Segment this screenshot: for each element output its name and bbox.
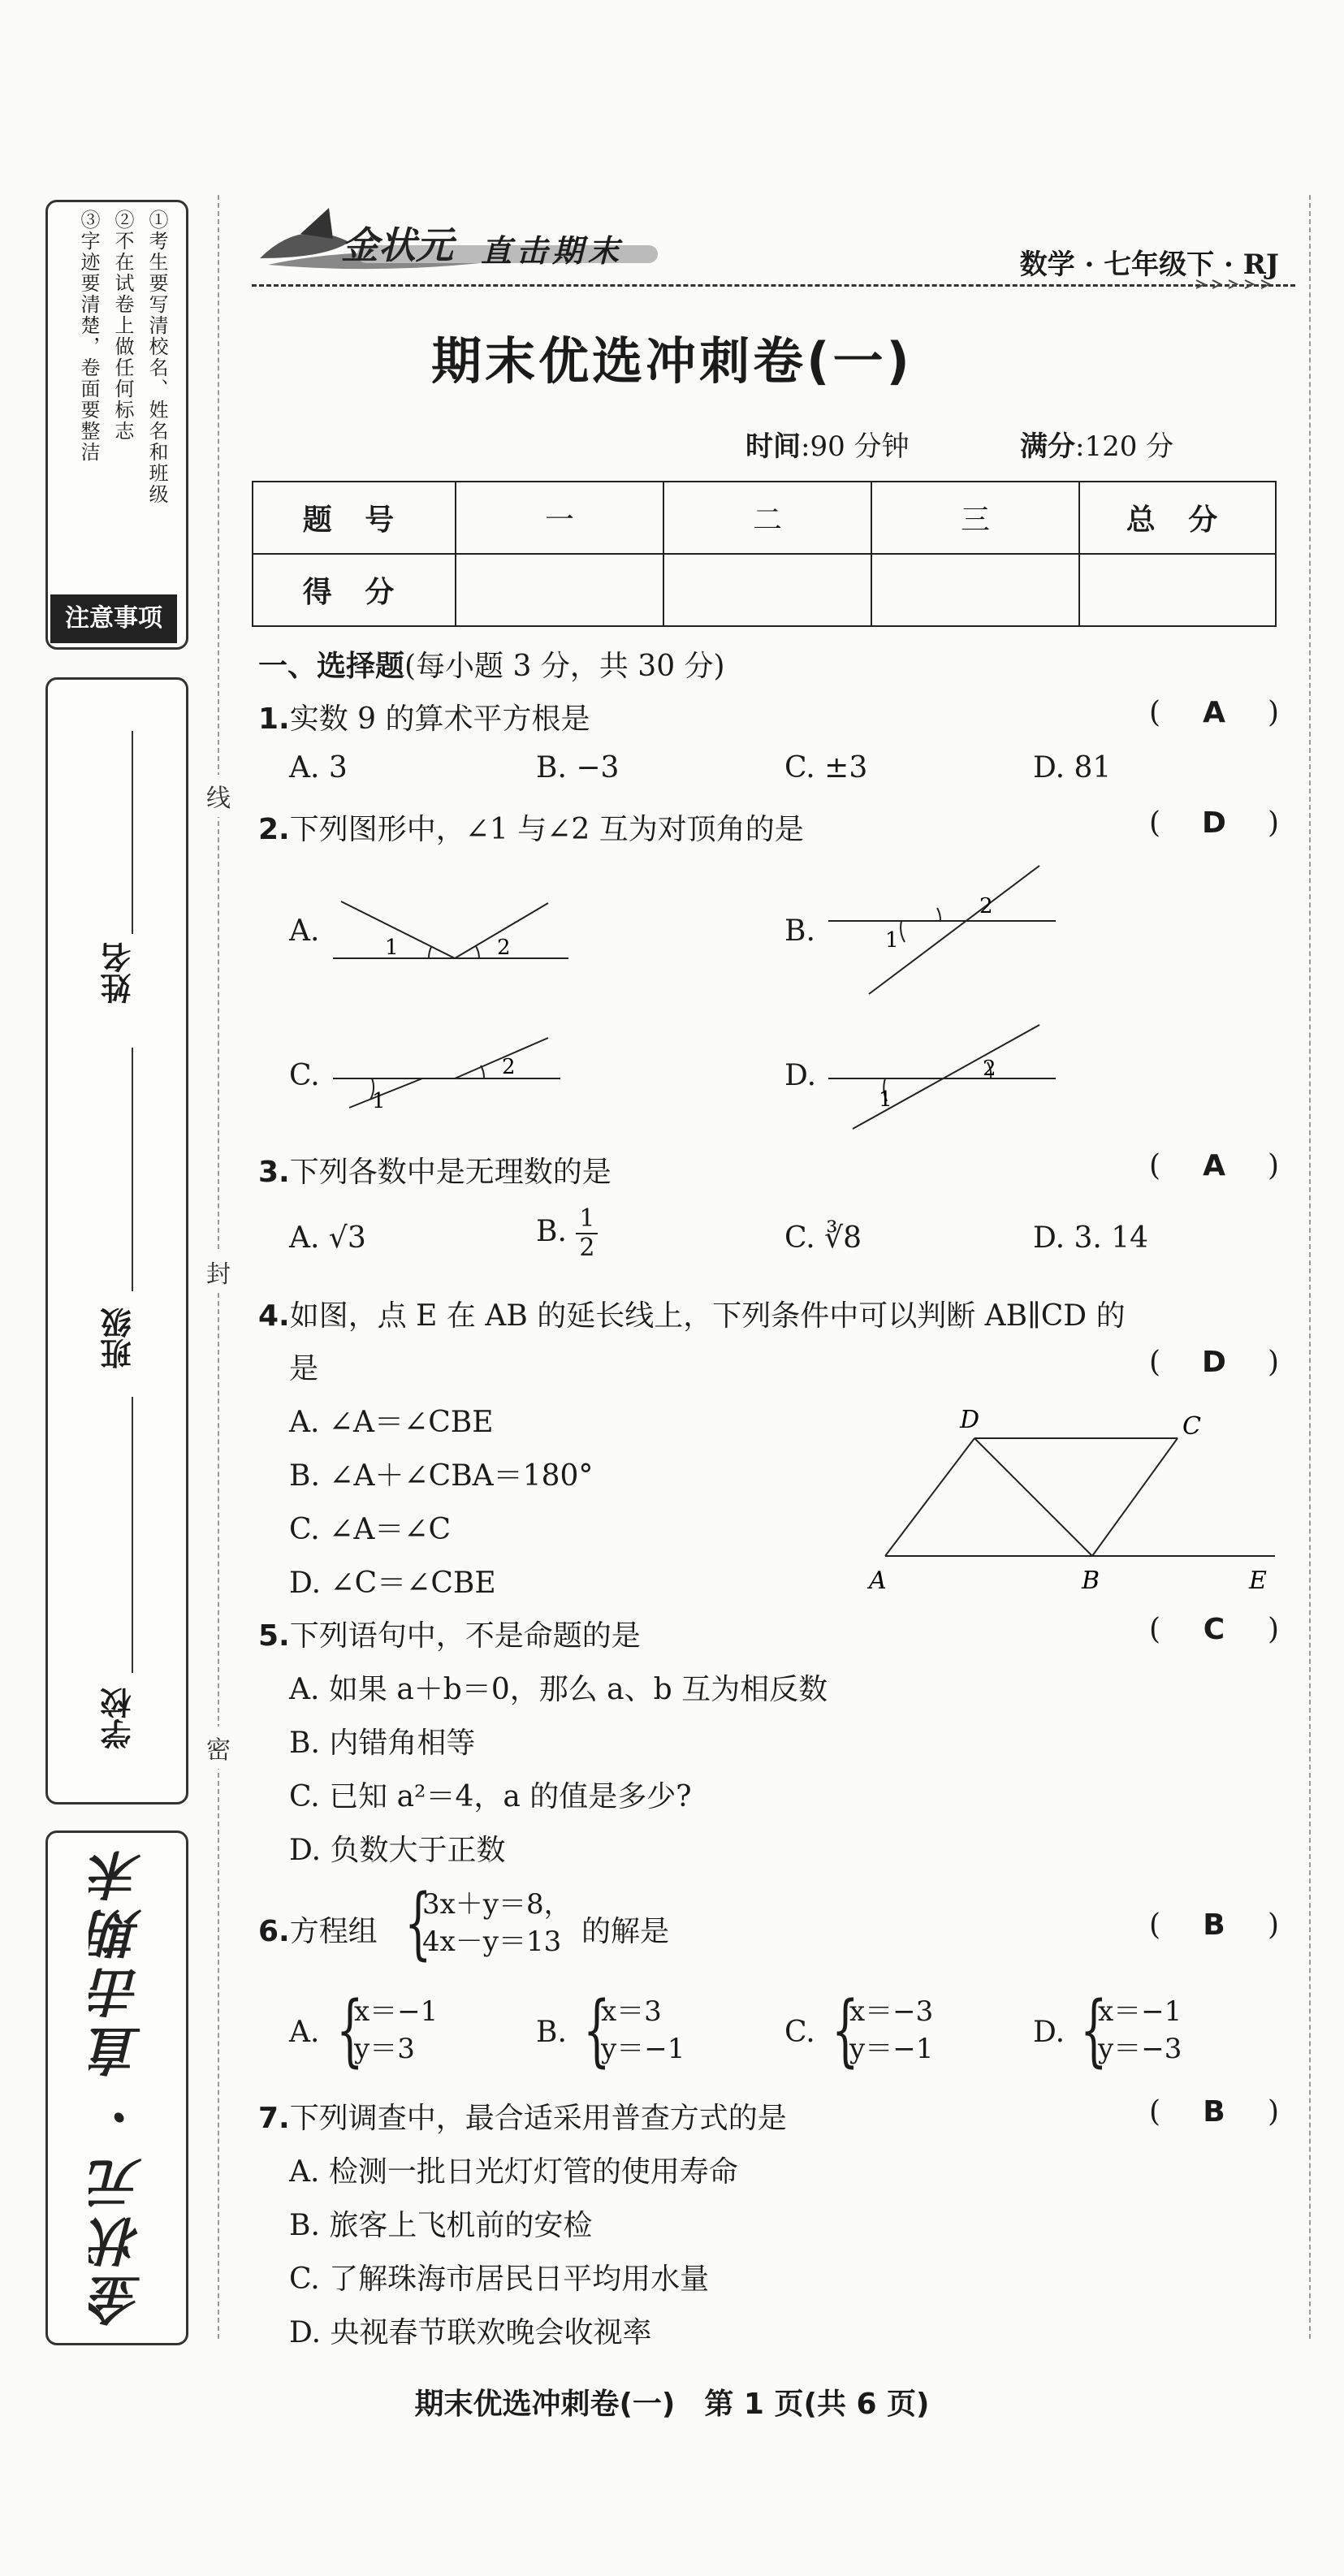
seal-char-xian: 线	[206, 775, 231, 817]
note-3: ③字迹要清楚，卷面要整洁	[77, 210, 100, 463]
brace: {	[583, 1985, 611, 2076]
question-number: 1.	[258, 702, 290, 736]
question-number: 7.	[258, 2102, 290, 2135]
paren-close: )	[1267, 1346, 1279, 1379]
question-1-answer	[1149, 696, 1279, 729]
option: D. 央视春节联欢晚会收视率	[289, 2316, 652, 2349]
question-2-stem	[258, 806, 804, 848]
paren-open: (	[1149, 806, 1161, 840]
paren-close: )	[1267, 1149, 1279, 1182]
question-4-stem-cont: 是	[289, 1352, 319, 1385]
point-label-a: A	[869, 1567, 887, 1595]
option: A. √3	[289, 1221, 366, 1255]
section-note: (每小题 3 分，共 30 分)	[404, 650, 725, 683]
school-line	[132, 1397, 133, 1673]
right-margin-line	[1309, 195, 1311, 2339]
seal-char-mi: 密	[206, 1727, 231, 1769]
option: B. ∠A＋∠CBA＝180°	[289, 1459, 594, 1493]
option-system	[336, 1985, 499, 2076]
paren-close: )	[1267, 1908, 1279, 1942]
paren-close: )	[1267, 696, 1279, 729]
figure-2a	[325, 885, 585, 975]
school-label: 学校	[101, 1688, 136, 1749]
question-3-answer	[1149, 1149, 1279, 1182]
answer-letter: D	[1202, 806, 1226, 840]
option: D. 3. 14	[1033, 1221, 1149, 1255]
score-table-score-row	[253, 554, 1276, 626]
equation-row: 3x＋y＝8，	[422, 1888, 572, 1921]
paren-open: (	[1149, 2095, 1161, 2129]
option: D. 81	[1033, 751, 1112, 784]
brace: {	[832, 1985, 859, 2076]
question-6-answer	[1149, 1908, 1279, 1942]
brace: {	[404, 1878, 432, 1969]
score-cell[interactable]	[663, 554, 871, 626]
option: C. ∠A＝∠C	[289, 1513, 452, 1546]
score-table	[252, 481, 1277, 627]
score-header-cell: 总 分	[1079, 482, 1276, 554]
note-2: ②不在试卷上做任何标志	[111, 210, 134, 442]
answer-letter: B	[1203, 1908, 1225, 1942]
question-6-stem	[258, 1908, 378, 1950]
option: B. −3	[536, 751, 620, 784]
option: C. ±3	[784, 751, 868, 784]
angle-label: 2	[983, 1057, 996, 1081]
option-letter: B.	[536, 2016, 567, 2049]
question-text: 下列各数中是无理数的是	[289, 1156, 611, 1189]
full-score-value: :120 分	[1075, 430, 1174, 463]
option-letter: B.	[536, 1215, 567, 1248]
question-text: 下列语句中，不是命题的是	[289, 1619, 641, 1653]
class-line	[132, 1048, 133, 1291]
score-info	[1020, 424, 1173, 464]
question-2-answer	[1149, 806, 1279, 840]
answer-letter: D	[1202, 1346, 1226, 1379]
point-label-c: C	[1182, 1412, 1201, 1441]
paren-open: (	[1149, 696, 1161, 729]
question-number: 2.	[258, 813, 290, 846]
time-value: :90 分钟	[801, 430, 910, 463]
option-system	[1080, 1985, 1242, 2076]
option: D. ∠C＝∠CBE	[289, 1567, 496, 1600]
seal-char-feng: 封	[206, 1251, 231, 1293]
section-title	[258, 643, 725, 685]
question-3-stem	[258, 1149, 611, 1191]
score-header-cell: 一	[456, 482, 663, 554]
angle-label: 1	[885, 928, 899, 953]
score-header-cell: 题 号	[253, 482, 456, 554]
question-1-stem	[258, 696, 590, 737]
point-label-e: E	[1249, 1567, 1267, 1595]
option-letter: D.	[1033, 2016, 1065, 2049]
figure-2c	[325, 1027, 577, 1116]
header-rule	[252, 284, 1295, 287]
point-label-b: B	[1082, 1567, 1100, 1595]
angle-label: 2	[979, 894, 993, 918]
angle-label: 2	[497, 936, 511, 960]
fraction	[576, 1205, 598, 1262]
answer-letter: A	[1203, 1149, 1225, 1182]
student-info-box	[45, 677, 188, 1804]
full-score-label: 满分	[1020, 430, 1075, 463]
question-text: 下列调查中，最合适采用普查方式的是	[289, 2102, 787, 2135]
equation-row: y＝−1	[601, 2033, 685, 2065]
equation-row: y＝−3	[1098, 2033, 1182, 2065]
answer-letter: C	[1203, 1613, 1225, 1646]
equation-row: y＝3	[354, 2033, 415, 2065]
angle-label: 2	[502, 1055, 516, 1079]
series-name: 直击期末	[481, 232, 624, 269]
name-label: 姓名	[101, 942, 136, 1004]
question-5-answer	[1149, 1613, 1279, 1646]
time-label: 时间	[745, 430, 801, 463]
brace: {	[336, 1985, 364, 2076]
question-text-pre: 方程组	[289, 1915, 378, 1948]
figure-4	[861, 1394, 1283, 1605]
equation-system	[404, 1878, 572, 1969]
option: C.	[289, 1059, 320, 1092]
question-5-stem	[258, 1613, 641, 1654]
score-header-cell: 三	[871, 482, 1079, 554]
option-system	[832, 1985, 994, 2076]
question-4-stem	[258, 1293, 1126, 1334]
option: A. ∠A＝∠CBE	[289, 1406, 494, 1439]
class-label: 班级	[101, 1307, 136, 1369]
question-number: 3.	[258, 1156, 290, 1189]
paren-close: )	[1267, 806, 1279, 840]
exam-title: 期末优选冲刺卷(一)	[431, 331, 913, 391]
equation-row: x＝3	[601, 1995, 662, 2028]
option: A. 3	[289, 751, 348, 784]
equation-row: y＝−1	[849, 2033, 934, 2065]
question-text: 如图，点 E 在 AB 的延长线上，下列条件中可以判断 AB∥CD 的	[289, 1299, 1126, 1333]
question-4-answer	[1149, 1346, 1279, 1379]
note-1: ①考生要写清校名、姓名和班级	[145, 210, 168, 505]
angle-label: 1	[879, 1087, 892, 1112]
header-arrows	[1192, 276, 1281, 292]
question-number: 4.	[258, 1299, 290, 1333]
option: A. 如果 a＋b＝0，那么 a、b 互为相反数	[289, 1673, 828, 1706]
option	[536, 1205, 598, 1262]
figure-2d	[820, 1015, 1064, 1137]
notes-title: 注意事项	[50, 594, 177, 643]
answer-letter: B	[1203, 2095, 1225, 2129]
equation-row: 4x－y＝13	[422, 1926, 562, 1958]
option: D.	[784, 1059, 817, 1092]
question-number: 5.	[258, 1619, 290, 1653]
angle-label: 1	[385, 936, 399, 960]
option-letter: C.	[784, 2016, 815, 2049]
score-row-label: 得 分	[253, 554, 456, 626]
brand-vertical: 金状元 · 直击期末	[89, 1843, 150, 2327]
equation-row: x＝−3	[849, 1995, 934, 2028]
score-header-cell: 二	[663, 482, 871, 554]
equation-row: x＝−1	[1098, 1995, 1182, 2028]
answer-letter: A	[1203, 696, 1225, 729]
brace: {	[1080, 1985, 1108, 2076]
figure-2b	[820, 858, 1064, 1004]
name-line	[132, 731, 133, 934]
equation-row: x＝−1	[354, 1995, 439, 2028]
option-system	[583, 1985, 745, 2076]
score-cell[interactable]	[1079, 554, 1276, 626]
question-number: 6.	[258, 1915, 290, 1948]
question-6-stem-post: 的解是	[581, 1915, 670, 1948]
option: A. 检测一批日光灯灯管的使用寿命	[289, 2155, 738, 2189]
option: B. 旅客上飞机前的安检	[289, 2209, 593, 2242]
paren-close: )	[1267, 1613, 1279, 1646]
paren-open: (	[1149, 1908, 1161, 1942]
paren-open: (	[1149, 1613, 1161, 1646]
option: A.	[289, 914, 320, 948]
paren-open: (	[1149, 1149, 1161, 1182]
option: C. ∛8	[784, 1221, 862, 1255]
page-footer: 期末优选冲刺卷(一) 第 1 页(共 6 页)	[414, 2388, 930, 2421]
question-7-answer	[1149, 2095, 1279, 2129]
option: C. 了解珠海市居民日平均用水量	[289, 2263, 710, 2296]
score-cell[interactable]	[871, 554, 1079, 626]
score-table-header-row	[253, 482, 1276, 554]
option: B. 内错角相等	[289, 1727, 476, 1760]
fraction-denominator: 2	[579, 1234, 595, 1262]
time-info	[745, 424, 910, 464]
option-letter: A.	[289, 2016, 320, 2049]
paren-close: )	[1267, 2095, 1279, 2129]
section-name: 一、选择题	[258, 650, 405, 683]
subject-line: 数学 · 七年级下 · RJ	[1019, 249, 1279, 281]
point-label-d: D	[960, 1406, 980, 1434]
brand-name: 金状元	[341, 223, 453, 267]
score-cell[interactable]	[456, 554, 663, 626]
question-7-stem	[258, 2095, 787, 2137]
fraction-numerator: 1	[576, 1205, 598, 1234]
paren-open: (	[1149, 1346, 1161, 1379]
option: B.	[784, 914, 815, 948]
question-text: 下列图形中，∠1 与∠2 互为对顶角的是	[289, 813, 804, 846]
angle-label: 1	[372, 1089, 386, 1113]
question-text: 实数 9 的算术平方根是	[289, 702, 590, 736]
option: D. 负数大于正数	[289, 1834, 506, 1867]
option: C. 已知 a²＝4，a 的值是多少?	[289, 1780, 692, 1813]
